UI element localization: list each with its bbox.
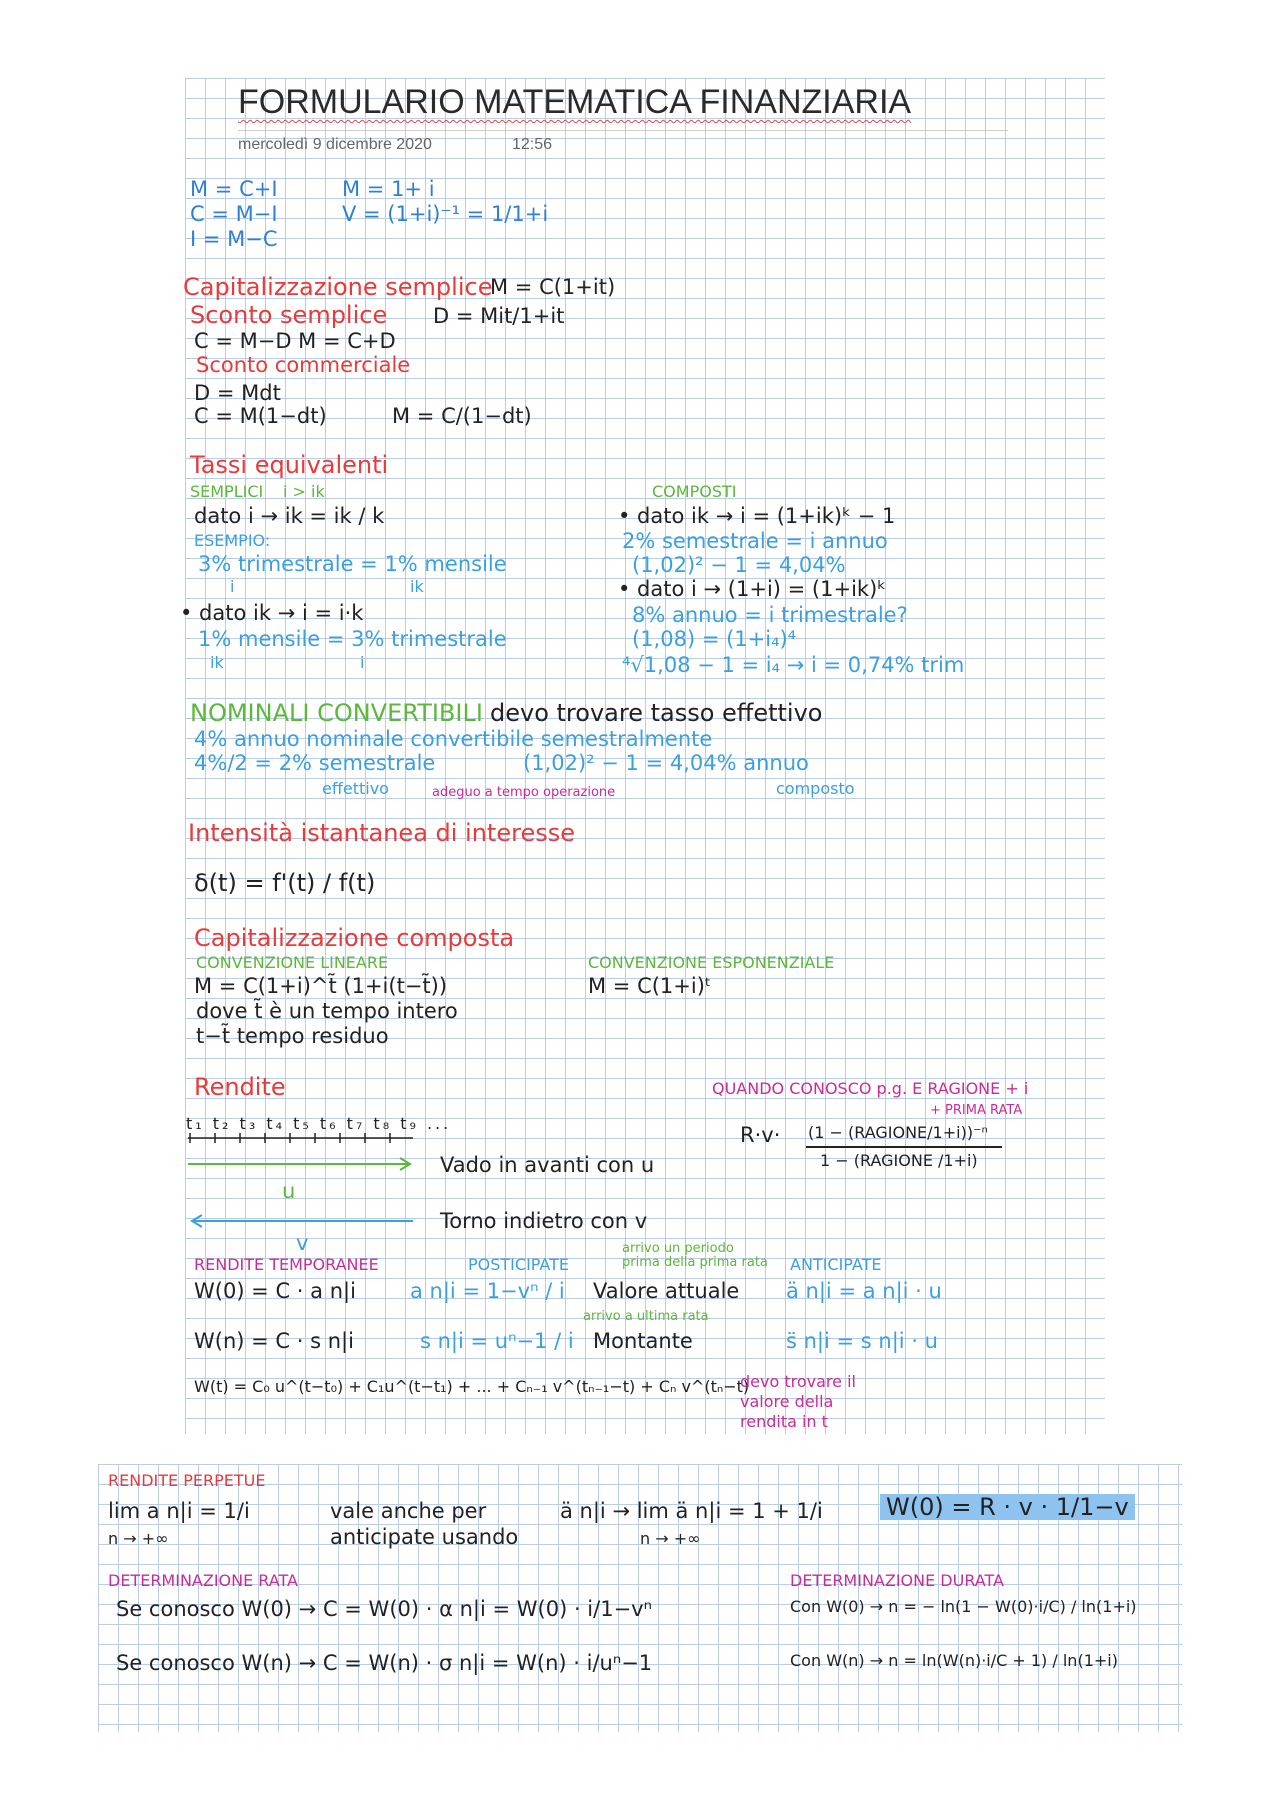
formula-c-m-d: C = M−D M = C+D (194, 329, 396, 353)
label-anticipate: ANTICIPATE (790, 1255, 882, 1274)
note-tempo-residuo: t−t̃ tempo residuo (196, 1024, 389, 1048)
label-valore-attuale: Valore attuale (593, 1279, 740, 1303)
formula-s-anticipata: s̈ n|i = s n|i · u (786, 1329, 938, 1353)
esempio-ik: ik (410, 577, 424, 596)
formula-s-ni: s n|i = uⁿ−1 / i (420, 1329, 574, 1353)
formula-a-anticipata: ä n|i = a n|i · u (786, 1279, 942, 1303)
formula-intensita: δ(t) = f'(t) / f(t) (194, 869, 376, 897)
formula-sconto-semplice: D = Mit/1+it (433, 304, 565, 328)
formula-u: M = 1+ i (342, 177, 435, 201)
note-tempo-intero: dove t̃ è un tempo intero (196, 999, 458, 1023)
note-vale-anche: vale anche per (330, 1499, 487, 1523)
label-montante: Montante (593, 1329, 693, 1353)
esempio2-ik: ik (210, 653, 224, 672)
label-composti: COMPOSTI (652, 482, 737, 501)
formula-a-ni: a n|i = 1−vⁿ / i (410, 1279, 565, 1303)
formula-w0-perpetua: W(0) = R · v · 1/1−v (880, 1494, 1135, 1520)
durata-con-w0: Con W(0) → n = − ln(1 − W(0)·i/C) / ln(1+i) (790, 1597, 1137, 1616)
label-prima-rata: + PRIMA RATA (930, 1103, 1023, 1118)
heading-intensita: Intensità istantanea di interesse (188, 819, 575, 847)
label-avanti: Vado in avanti con u (440, 1153, 655, 1177)
composti-eq: (1,08) = (1+i₄)⁴ (632, 627, 797, 651)
timeline-ticks: t₁ t₂ t₃ t₄ t₅ t₆ t₇ t₈ t₉ ... (186, 1114, 452, 1133)
formula-c-comm: C = M(1−dt) (194, 404, 327, 428)
fraction-bar (806, 1146, 1002, 1148)
esempio-trimestrale: 3% trimestrale = 1% mensile (198, 552, 507, 576)
nominali-line2b: (1,02)² − 1 = 4,04% annuo (523, 751, 809, 775)
formula-wn: W(n) = C · s n|i (194, 1329, 354, 1353)
esempio2-i: i (360, 653, 365, 672)
semplici-dato-i: dato i → ik = ik / k (194, 504, 385, 528)
label-conv-esponenziale: CONVENZIONE ESPONENZIALE (588, 953, 835, 972)
composti-dato-i: • dato i → (1+i) = (1+ik)ᵏ (618, 577, 887, 601)
label-quando-conosco: QUANDO CONOSCO p.g. E RAGIONE + i (712, 1079, 1029, 1098)
rata-con-w0: Se conosco W(0) → C = W(0) · α n|i = W(0) · i/1−vⁿ (116, 1597, 652, 1621)
formula-m-comm: M = C/(1−dt) (392, 404, 532, 428)
label-cond: i > ik (283, 482, 325, 501)
composti-dato-ik: • dato ik → i = (1+ik)ᵏ − 1 (618, 504, 896, 528)
heading-nominali: NOMINALI CONVERTIBILI (190, 699, 483, 727)
formula-lim-sub: n → +∞ (108, 1529, 169, 1548)
note-devo-trovare: devo trovare il valore della rendita in t (740, 1372, 856, 1431)
heading-cap-semplice: Capitalizzazione semplice (183, 273, 493, 301)
composti-root: ⁴√1,08 − 1 = i₄ → i = 0,74% trim (622, 653, 965, 677)
heading-rendite-temporanee: RENDITE TEMPORANEE (194, 1255, 379, 1274)
nominali-effettivo: effettivo (322, 779, 389, 798)
label-conv-lineare: CONVENZIONE LINEARE (196, 953, 389, 972)
timeline-graphic (188, 1130, 418, 1240)
durata-con-wn: Con W(n) → n = ln(W(n)·i/C + 1) / ln(1+i) (790, 1651, 1118, 1670)
nominali-adeguo: adeguo a tempo operazione (432, 785, 616, 800)
heading-sconto-semplice: Sconto semplice (190, 301, 388, 329)
page-date: mercoledì 9 dicembre 2020 (238, 136, 432, 153)
title-divider (238, 130, 1008, 131)
composti-annuo: 8% annuo = i trimestrale? (632, 603, 908, 627)
formula-wt: W(t) = C₀ u^(t−t₀) + C₁u^(t−t₁) + ... + Cₙ₋₁ v^(tₙ₋₁−t) + Cₙ v^(tₙ−t) (194, 1377, 750, 1396)
label-indietro: Torno indietro con v (440, 1209, 648, 1233)
composti-semestrale: 2% semestrale = i annuo (622, 529, 888, 553)
formula-v: V = (1+i)⁻¹ = 1/1+i (342, 202, 549, 226)
heading-sconto-commerciale: Sconto commerciale (196, 353, 411, 377)
esempio-mensile: 1% mensile = 3% trimestrale (198, 627, 507, 651)
formula-lim-a: lim a n|i = 1/i (108, 1499, 250, 1523)
note-arrivo-periodo: arrivo un periodo prima della prima rata (622, 1241, 768, 1270)
label-u: u (282, 1179, 296, 1203)
heading-cap-composta: Capitalizzazione composta (194, 924, 515, 952)
page-title: FORMULARIO MATEMATICA FINANZIARIA (238, 83, 912, 121)
formula-rv-num: (1 − (RAGIONE/1+i))⁻ⁿ (808, 1123, 988, 1142)
formula-w0: W(0) = C · a n|i (194, 1279, 356, 1303)
note-arrivo-ultima: arrivo a ultima rata (583, 1309, 709, 1324)
formula-cap-semplice: M = C(1+it) (490, 275, 616, 299)
formula-m: M = C+I (190, 177, 278, 201)
heading-determinazione-rata: DETERMINAZIONE RATA (108, 1571, 298, 1590)
note-anticipate: anticipate usando (330, 1525, 519, 1549)
nominali-composto: composto (776, 779, 855, 798)
heading-determinazione-durata: DETERMINAZIONE DURATA (790, 1571, 1004, 1590)
label-posticipate: POSTICIPATE (468, 1255, 569, 1274)
nominali-line2: 4%/2 = 2% semestrale (194, 751, 436, 775)
label-semplici: SEMPLICI (190, 482, 264, 501)
composti-calc: (1,02)² − 1 = 4,04% (632, 553, 846, 577)
formula-i: I = M−C (190, 227, 278, 251)
formula-c: C = M−I (190, 202, 278, 226)
semplici-dato-ik: • dato ik → i = i·k (180, 601, 364, 625)
formula-lim-ant-sub: n → +∞ (640, 1529, 701, 1548)
formula-rv-den: 1 − (RAGIONE /1+i) (820, 1151, 978, 1170)
formula-rv: R·v· (740, 1123, 781, 1147)
page-time: 12:56 (512, 136, 553, 153)
heading-tassi: Tassi equivalenti (190, 451, 389, 479)
formula-d-mdt: D = Mdt (194, 381, 281, 405)
formula-lim-ant: ä n|i → lim ä n|i = 1 + 1/i (560, 1499, 823, 1523)
heading-rendite-perpetue: RENDITE PERPETUE (108, 1471, 266, 1490)
esempio-i: i (230, 577, 235, 596)
heading-rendite: Rendite (194, 1073, 286, 1101)
label-esempio: ESEMPIO: (194, 531, 271, 550)
formula-conv-esponenziale: M = C(1+i)ᵗ (588, 974, 712, 998)
formula-conv-lineare: M = C(1+i)^t̃ (1+i(t−t̃)) (194, 974, 448, 998)
rata-con-wn: Se conosco W(n) → C = W(n) · σ n|i = W(n) · i/uⁿ−1 (116, 1651, 653, 1675)
nominali-line1: 4% annuo nominale convertibile semestralmente (194, 727, 713, 751)
label-v: v (296, 1231, 309, 1255)
nominali-note: devo trovare tasso effettivo (490, 699, 823, 727)
